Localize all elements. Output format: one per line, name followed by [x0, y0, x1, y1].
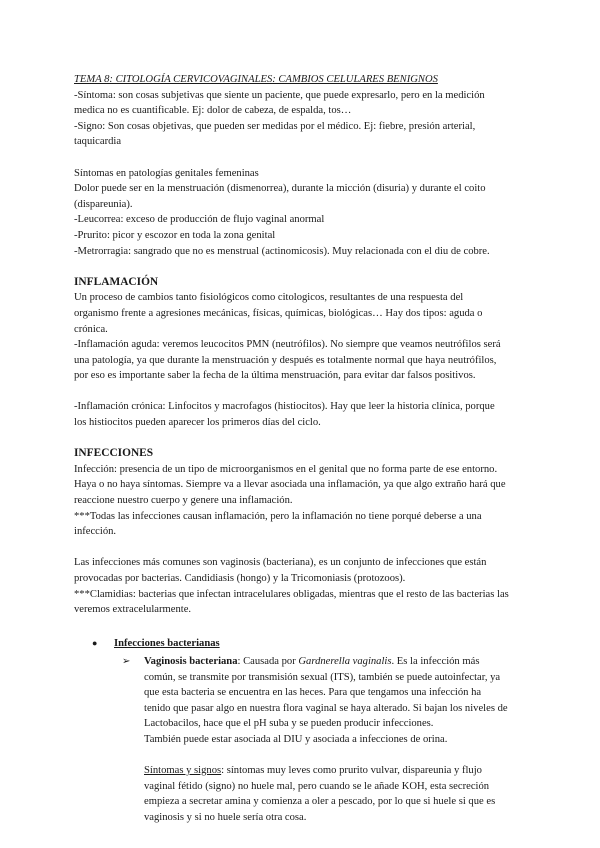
text-line: los histiocitos pueden aparecer los primeros días del ciclo. — [74, 417, 321, 429]
bullet-item — [92, 636, 534, 652]
text-line: que esta bacteria se encuentra en las heces. Para que tengamos una infección ha — [144, 687, 482, 699]
text-line: Haya o no haya síntomas. Siempre va a llevar asociada una inflamación, ya que algo extraño hará que — [74, 479, 506, 491]
text-line: ***Clamidias: bacterias que infectan intracelulares obligadas, mientras que el resto de las bacterias las — [74, 588, 509, 600]
text-line: -Inflamación crónica: Linfocitos y macrofagos (histiocitos). Hay que leer la historia clínica, porque — [74, 401, 495, 413]
text-line: -Leucorrea: exceso de producción de flujo vaginal anormal — [74, 214, 325, 226]
bullet-label: Infecciones bacterianas — [114, 638, 220, 650]
text-line: reaccione nuestro cuerpo y genere una inflamación. — [74, 495, 293, 507]
text-line: organismo frente a agresiones mecánicas, físicas, químicas, biológicas… Hay dos tipos: aguda o — [74, 307, 483, 319]
organism-name: Gardnerella vaginalis — [298, 655, 392, 667]
text-line: infección. — [74, 526, 117, 538]
text-line: Dolor puede ser en la menstruación (dismenorrea), durante la micción (disuria) y durante el coito — [74, 183, 486, 195]
document-title: TEMA 8: CITOLOGÍA CERVICOVAGINALES: CAMBIOS CELULARES BENIGNOS — [74, 74, 438, 85]
text-line: -Síntoma: son cosas subjetivas que siente un paciente, que puede expresarlo, pero en la medición — [74, 89, 485, 101]
spacer — [144, 748, 534, 764]
text-line: Un proceso de cambios tanto fisiológicos como citologicos, resultantes de una respuesta del — [74, 292, 464, 304]
text-line: Las infecciones más comunes son vaginosis (bacteriana), es un conjunto de infecciones que están — [74, 557, 487, 569]
arrow-bullet-icon: ➢ — [122, 655, 131, 667]
text-line: Síntomas en patologías genitales femeninas — [74, 167, 259, 179]
spacer — [74, 150, 534, 166]
document-page — [74, 72, 534, 826]
text-line: vaginosis y si no huele sería otra cosa. — [144, 811, 307, 823]
text-line: También puede estar asociada al DIU y asociada a infecciones de orina. — [144, 733, 448, 745]
inflamacion-paragraph-1 — [74, 290, 534, 384]
text-line — [144, 654, 479, 670]
infecciones-paragraph-1 — [74, 462, 534, 540]
section-heading-inflamacion: INFLAMACIÓN — [74, 275, 159, 288]
text-line: veremos extracelularmente. — [74, 604, 192, 616]
text-line: Lactobacilos, hace que el pH suba y se pueden producir infecciones. — [144, 718, 434, 730]
intro-paragraph — [74, 88, 534, 150]
text-line: taquicardia — [74, 136, 122, 148]
text-line: ***Todas las infecciones causan inflamación, pero la inflamación no tiene porqué deberse a una — [74, 510, 482, 522]
text-fragment: . Es la infección más — [391, 655, 480, 667]
text-line: Infección: presencia de un tipo de microorganismos en el genital que no forma parte de ese entorno. — [74, 463, 498, 475]
text-line: -Prurito: picor y escozor en toda la zona genital — [74, 229, 276, 241]
spacer — [74, 259, 534, 275]
spacer — [74, 431, 534, 447]
signs-label: Síntomas y signos — [144, 765, 222, 777]
spacer — [74, 540, 534, 556]
text-line: común, se transmite por transmisión sexual (ITS), también se puede autoinfectar, ya — [144, 671, 501, 683]
text-line: tenido que pasar algo en nuestra flora vaginal se haya alterado. Si bajan los niveles de — [144, 702, 508, 714]
section-heading-infecciones: INFECCIONES — [74, 447, 154, 460]
infecciones-paragraph-2 — [74, 555, 534, 617]
bullet-icon: ● — [92, 638, 98, 649]
text-line: -Signo: Son cosas objetivas, que pueden ser medidas por el médico. Ej: fiebre, presión arterial, — [74, 120, 476, 132]
text-line: vaginal fétido (signo) no huele mal, pero cuando se le añade KOH, esta secreción — [144, 780, 490, 792]
text-line: -Inflamación aguda: veremos leucocitos PMN (neutrófilos). No siempre que veamos neutrófilos será — [74, 339, 501, 351]
vaginosis-description — [144, 670, 534, 826]
spacer — [74, 384, 534, 400]
text-line: por eso es importante saber la fecha de la última menstruación, para evitar dar falsos positivos. — [74, 370, 476, 382]
inflamacion-paragraph-2 — [74, 399, 534, 430]
text-line: -Metrorragia: sangrado que no es menstrual (actinomicosis). Muy relacionada con el diu de cobre. — [74, 245, 490, 257]
text-fragment: : Causada por — [237, 655, 299, 667]
text-line — [144, 763, 534, 779]
text-line: una patología, ya que durante la menstruación y después es totalmente normal que haya neutrófilos, — [74, 354, 497, 366]
spacer — [74, 618, 534, 634]
text-fragment: : síntomas muy leves como prurito vulvar, dispareunia y flujo — [221, 765, 482, 777]
sintomas-paragraph — [74, 166, 534, 260]
text-line: empieza a secretar amina y comienza a oler a pescado, por lo que si huele si que es — [144, 796, 496, 808]
text-line: (dispareunia). — [74, 198, 133, 210]
text-line: crónica. — [74, 323, 108, 335]
sub-bullet-item — [122, 654, 534, 670]
text-line: medica no es cuantificable. Ej: dolor de cabeza, de espalda, tos… — [74, 105, 352, 117]
text-line: provocadas por bacterias. Candidiasis (hongo) y la Tricomoniasis (protozoos). — [74, 573, 406, 584]
term-vaginosis: Vaginosis bacteriana — [144, 655, 238, 667]
